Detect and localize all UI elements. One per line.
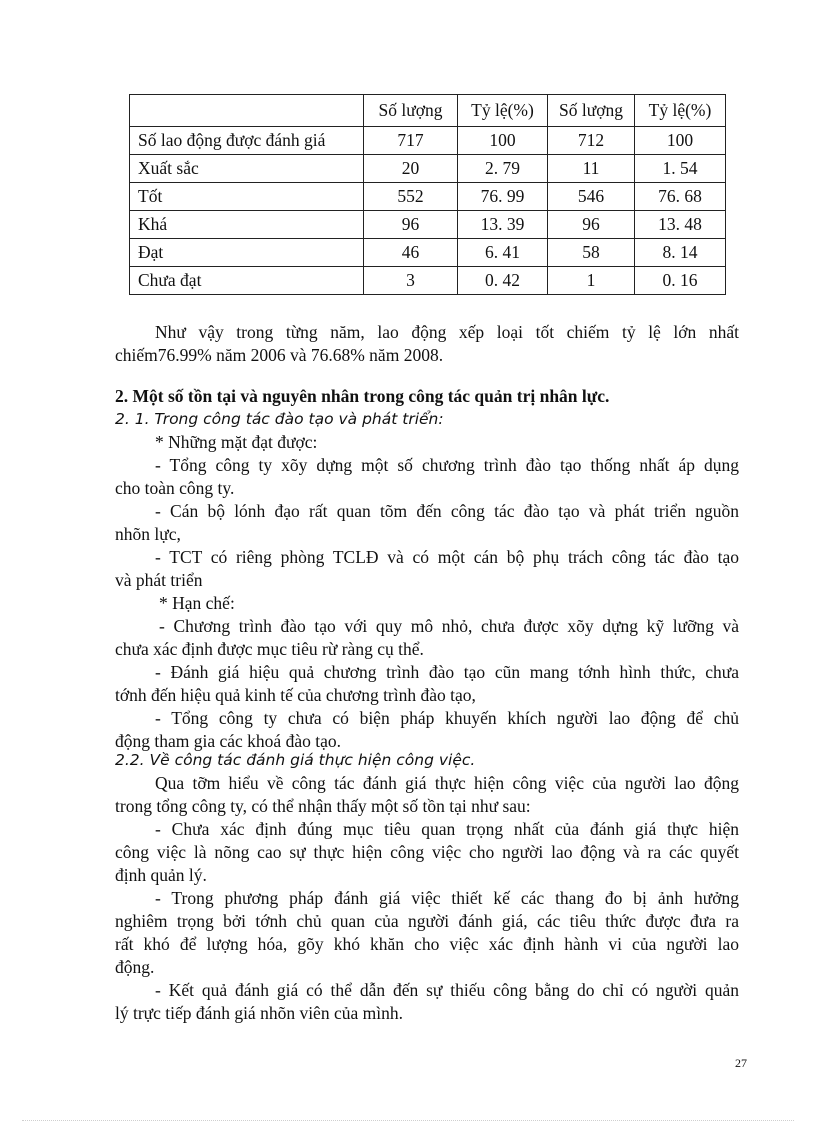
section-heading: 2. Một số tồn tại và nguyên nhân trong công tác quản trị nhân lực.: [115, 386, 610, 406]
section-2: [115, 385, 739, 753]
text-line: nghiêm trọng bởi tớnh chủ quan của người đánh giá, các tiêu thức được đưa ra: [115, 911, 739, 931]
table-header-cell: Tỷ lệ(%): [458, 95, 548, 127]
text-line: Như vậy trong từng năm, lao động xếp loại tốt chiếm tỷ lệ lớn nhất: [155, 322, 739, 342]
text-line: động tham gia các khoá đào tạo.: [115, 731, 341, 751]
section-2-2: [115, 749, 739, 1025]
text-line: - Tổng công ty xõy dựng một số chương trình đào tạo thống nhất áp dụng: [155, 455, 739, 475]
text-line: cho toàn công ty.: [115, 478, 235, 498]
text-line: và phát triển: [115, 570, 203, 590]
text-line: tớnh đến hiệu quả kinh tế của chương trình đào tạo,: [115, 685, 476, 705]
table-cell: 3: [364, 267, 458, 295]
text-line: rất khó để lượng hóa, gõy khó khăn cho việc xác định hành vi của người lao: [115, 934, 739, 954]
text-line: - Trong phương pháp đánh giá việc thiết kế các thang đo bị ảnh hưởng: [155, 888, 739, 908]
table-row: [130, 155, 726, 183]
subsection-title: 2. 1. Trong công tác đào tạo và phát triển:: [115, 410, 444, 428]
table-cell: 100: [635, 127, 726, 155]
text-line: - TCT có riêng phòng TCLĐ và có một cán bộ phụ trách công tác đào tạo: [155, 547, 739, 567]
evaluation-table-container: [129, 94, 725, 295]
table-row: [130, 183, 726, 211]
table-cell: 0. 42: [458, 267, 548, 295]
evaluation-table: [129, 94, 726, 295]
text-line: động.: [115, 957, 155, 977]
text-line: lý trực tiếp đánh giá nhõn viên của mình.: [115, 1003, 403, 1023]
table-cell: 1: [548, 267, 635, 295]
table-cell: 546: [548, 183, 635, 211]
table-cell: 712: [548, 127, 635, 155]
text-line: Qua tỡm hiểu về công tác đánh giá thực hiện công việc của người lao động: [155, 773, 739, 793]
table-cell: Chưa đạt: [130, 267, 364, 295]
table-cell: Tốt: [130, 183, 364, 211]
summary-paragraph: [115, 321, 739, 367]
table-cell: Xuất sắc: [130, 155, 364, 183]
table-header-cell: Tỷ lệ(%): [635, 95, 726, 127]
table-cell: 13. 39: [458, 211, 548, 239]
page-number: 27: [735, 1056, 747, 1070]
table-cell: 717: [364, 127, 458, 155]
text-line: - Tổng công ty chưa có biện pháp khuyến khích người lao động để chủ: [155, 708, 739, 728]
table-cell: 13. 48: [635, 211, 726, 239]
table-row: [130, 239, 726, 267]
text-line: - Đánh giá hiệu quả chương trình đào tạo cũn mang tớnh hình thức, chưa: [155, 662, 739, 682]
table-cell: 46: [364, 239, 458, 267]
table-row: [130, 127, 726, 155]
table-header-cell: Số lượng: [548, 95, 635, 127]
table-cell: 11: [548, 155, 635, 183]
text-line: - Cán bộ lónh đạo rất quan tõm đến công tác đào tạo và phát triển nguồn: [155, 501, 739, 521]
table-cell: 76. 68: [635, 183, 726, 211]
page-bottom-divider: [22, 1120, 794, 1121]
text-line: chưa xác định được mục tiêu rừ ràng cụ thể.: [115, 639, 424, 659]
table-cell: 100: [458, 127, 548, 155]
table-row: [130, 211, 726, 239]
table-header-cell: [130, 95, 364, 127]
subsection-title: 2.2. Về công tác đánh giá thực hiện công việc.: [115, 751, 476, 769]
limitations-label: * Hạn chế:: [159, 593, 235, 613]
table-cell: 1. 54: [635, 155, 726, 183]
table-cell: 96: [364, 211, 458, 239]
table-cell: 0. 16: [635, 267, 726, 295]
table-header-row: [130, 95, 726, 127]
text-line: trong tổng công ty, có thể nhận thấy một số tồn tại như sau:: [115, 796, 531, 816]
text-line: nhõn lực,: [115, 524, 181, 544]
table-cell: 58: [548, 239, 635, 267]
table-cell: 20: [364, 155, 458, 183]
table-cell: 8. 14: [635, 239, 726, 267]
table-header-cell: Số lượng: [364, 95, 458, 127]
table-cell: Đạt: [130, 239, 364, 267]
table-cell: 76. 99: [458, 183, 548, 211]
table-cell: 6. 41: [458, 239, 548, 267]
text-line: - Kết quả đánh giá có thể dẫn đến sự thiếu công bằng do chỉ có người quản: [155, 980, 739, 1000]
text-line: chiếm76.99% năm 2006 và 76.68% năm 2008.: [115, 345, 444, 365]
text-line: - Chưa xác định đúng mục tiêu quan trọng nhất của đánh giá thực hiện: [155, 819, 739, 839]
table-cell: Khá: [130, 211, 364, 239]
table-cell: 552: [364, 183, 458, 211]
table-cell: 96: [548, 211, 635, 239]
text-line: định quản lý.: [115, 865, 207, 885]
table-row: [130, 267, 726, 295]
table-cell: Số lao động được đánh giá: [130, 127, 364, 155]
text-line: - Chương trình đào tạo với quy mô nhỏ, chưa được xõy dựng kỹ lưỡng và: [159, 616, 739, 636]
text-line: công việc là nõng cao sự thực hiện công việc cho người lao động và ra các quyết: [115, 842, 739, 862]
achievements-label: * Những mặt đạt được:: [155, 432, 318, 452]
table-cell: 2. 79: [458, 155, 548, 183]
